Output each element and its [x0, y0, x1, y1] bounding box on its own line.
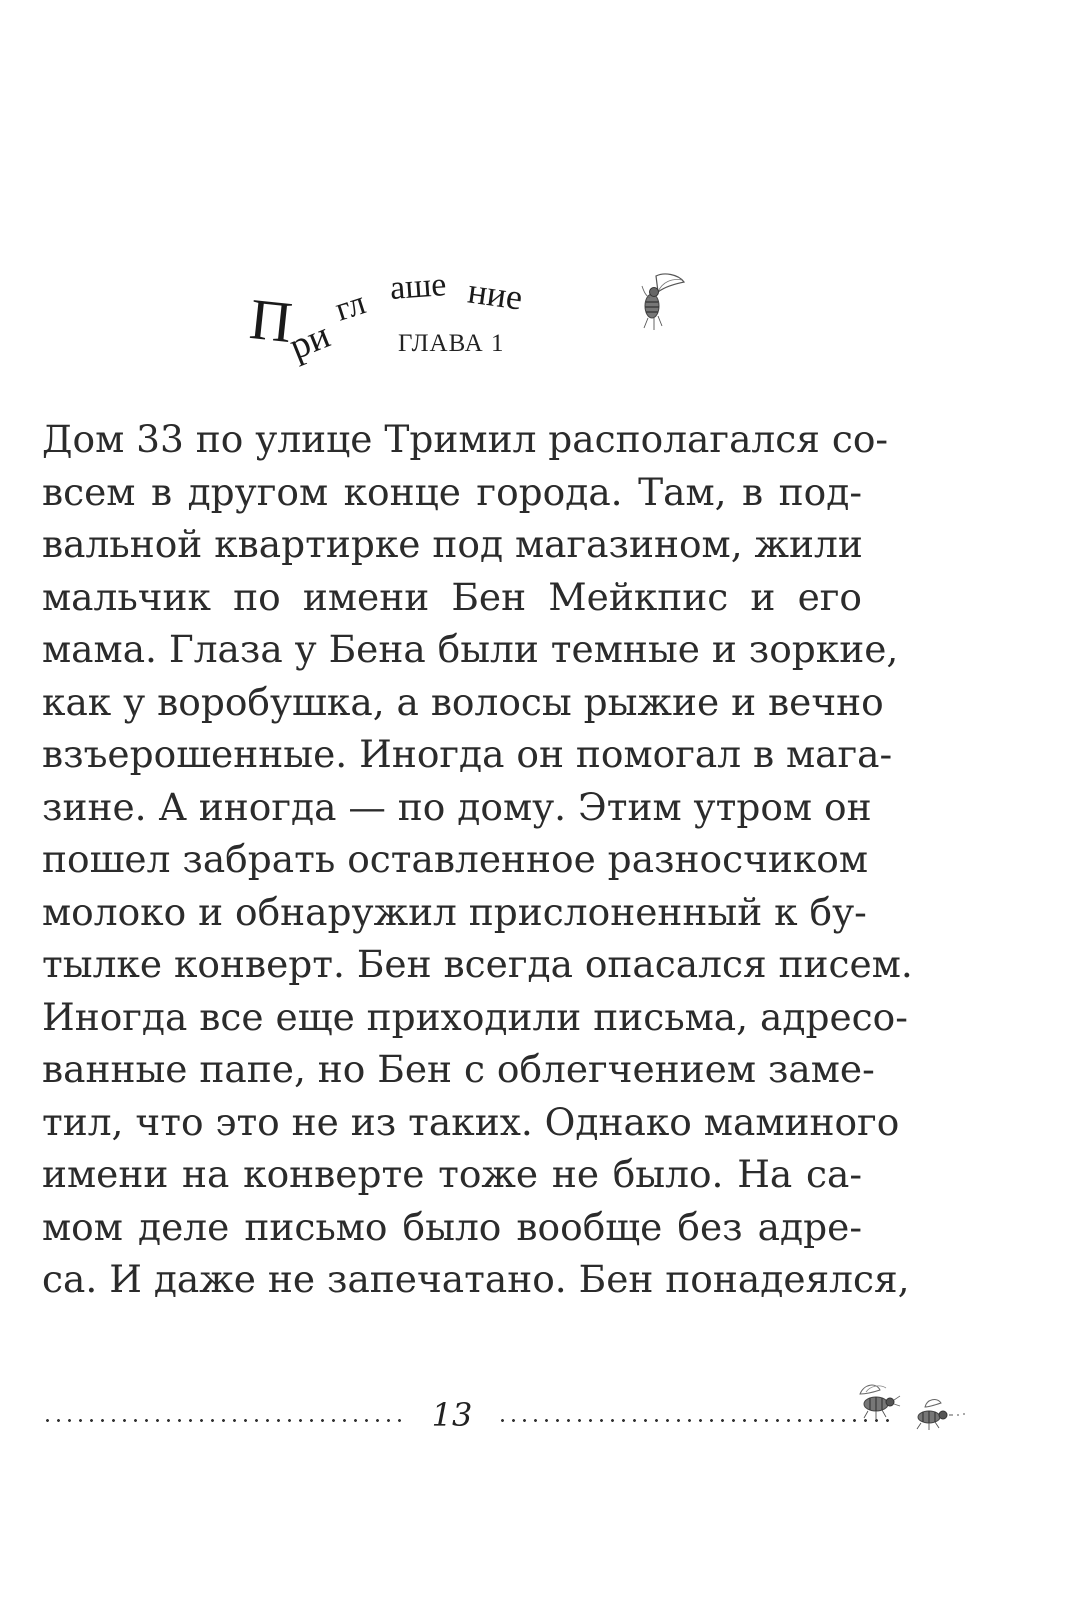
text-line: вальной квартирке под магазином, жили: [42, 522, 863, 566]
text-line: са. И даже не запечатано. Бен понадеялся,: [42, 1257, 910, 1301]
chapter-number: ГЛАВА 1: [398, 330, 505, 357]
text-line: пошел забрать оставленное разносчиком: [42, 837, 869, 881]
text-line: всем в другом конце города. Там, в под-: [42, 469, 862, 514]
text-line: тил, что это не из таких. Однако маминого: [42, 1099, 900, 1144]
text-line: зине. А иногда — по дому. Этим утром он: [42, 784, 872, 829]
text-line: мальчик по имени Бен Мейкпис и его: [42, 574, 862, 619]
bee-icon: [628, 270, 688, 334]
chapter-title-part: ние: [465, 270, 526, 318]
text-line: Иногда все еще приходили письма, адресо-: [42, 994, 908, 1039]
chapter-title-part: П: [246, 285, 296, 356]
dotted-leader-right: [497, 1419, 897, 1422]
body-text: [42, 413, 913, 1306]
text-line: тылке конверт. Бен всегда опасался писем.: [42, 942, 913, 986]
bee-icon: [905, 1395, 967, 1431]
text-line: как у воробушка, а волосы рыжие и вечно: [42, 679, 884, 724]
dotted-leader-left: [42, 1419, 402, 1422]
chapter-title-part: гл: [330, 284, 371, 329]
text-line: взъерошенные. Иногда он помогал в мага-: [42, 732, 893, 776]
text-line: ванные папе, но Бен с облегчением заме-: [42, 1047, 875, 1091]
text-line: мом деле письмо было вообще без адре-: [42, 1204, 862, 1249]
bee-icon: [850, 1380, 902, 1422]
text-line: молоко и обнаружил прислоненный к бу-: [42, 889, 867, 934]
text-line: имени на конверте тоже не было. На са-: [42, 1152, 862, 1196]
page-number: 13: [431, 1396, 473, 1434]
chapter-title-part: аше: [388, 266, 448, 307]
chapter-title-part: ри: [283, 314, 336, 368]
page-footer: [42, 1395, 862, 1435]
text-line: Дом 33 по улице Тримил располагался со-: [42, 417, 889, 461]
text-line: мама. Глаза у Бена были темные и зоркие,: [42, 627, 899, 671]
